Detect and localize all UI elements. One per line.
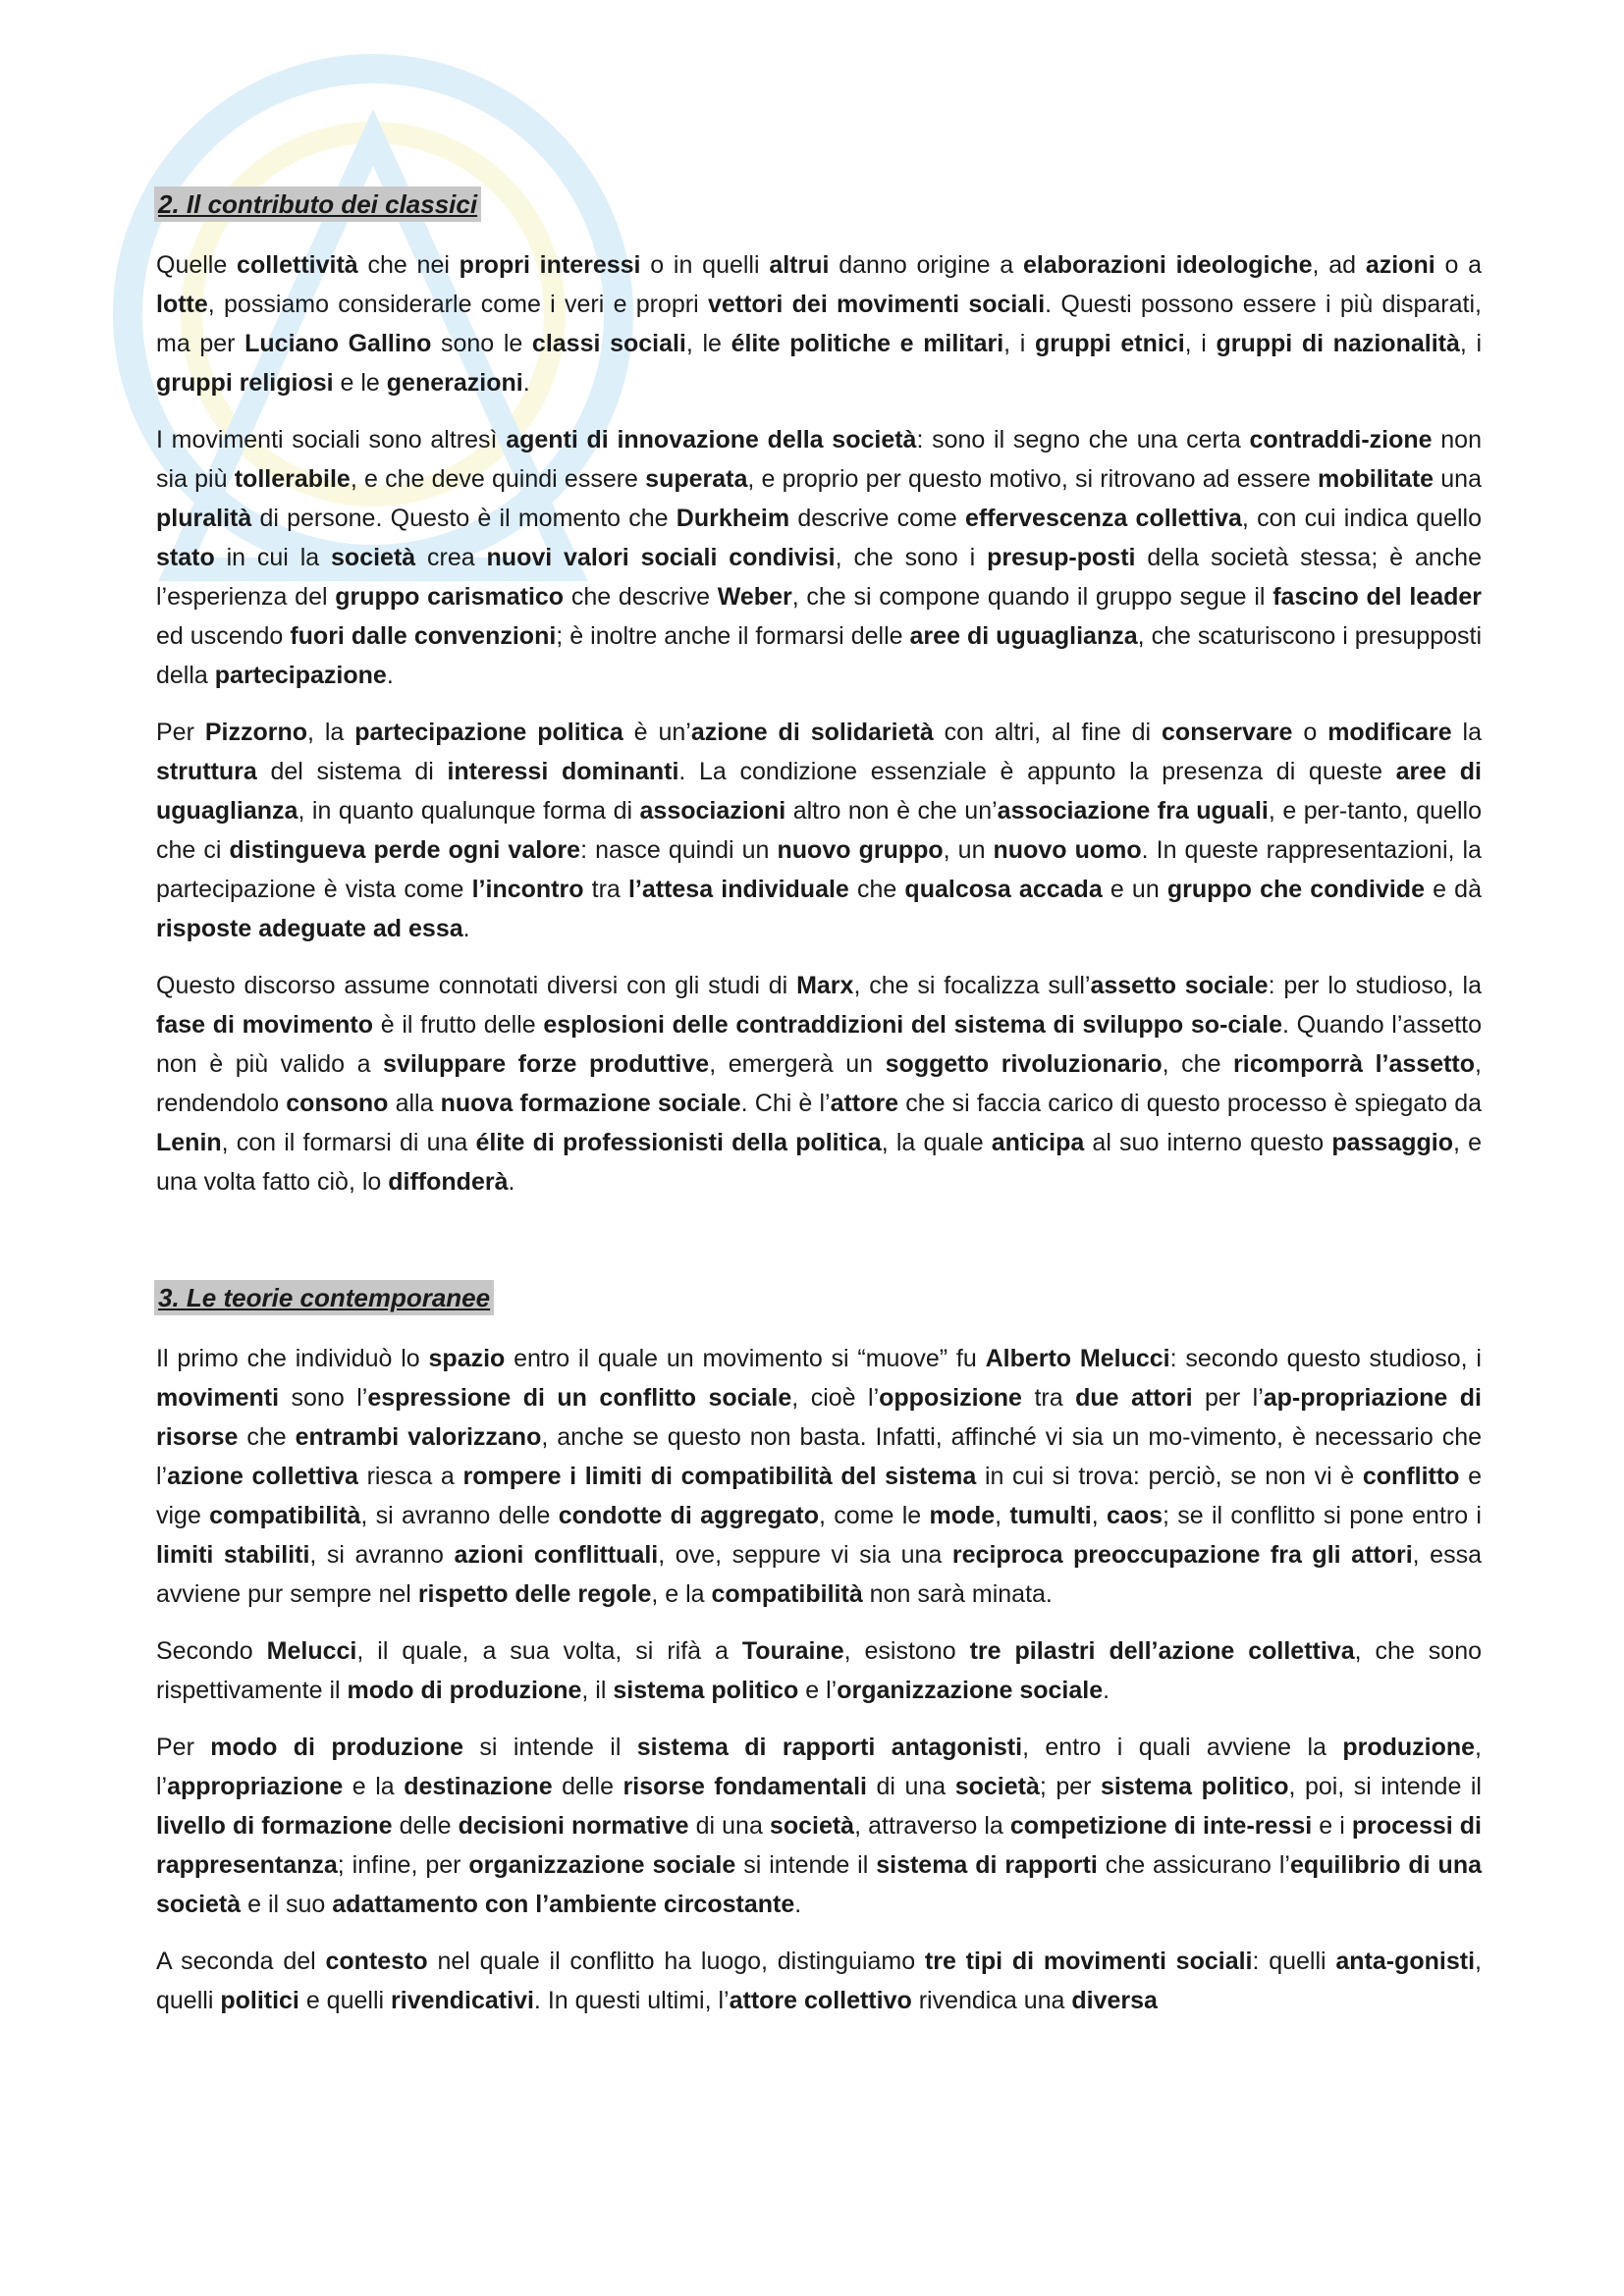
paragraph: I movimenti sociali sono altresì agenti di innovazione della società: sono il segno che una certa contraddi-zione non sia più tollerabile, e che deve quindi essere superata, e proprio per questo motivo, si ritrovano ad essere mobilitate una pluralità di persone. Questo è il momento che Durkheim descrive come effervescenza collettiva, con cui indica quello stato in cui la società crea nuovi valori sociali condivisi, che sono i presup-posti della società stessa; è anche l’esperienza del gruppo carismatico che descrive Weber, che si compone quando il gruppo segue il fascino del leader ed uscendo fuori dalle convenzioni; è inoltre anche il formarsi delle aree di uguaglianza, che scaturiscono i presupposti della partecipazione. (156, 426, 1483, 689)
section-heading-teorie-contemporanee: 3. Le teorie contemporanee (154, 1280, 494, 1315)
paragraph: A seconda del contesto nel quale il conflitto ha luogo, distinguiamo tre tipi di movimenti sociali: quelli anta-gonisti, quelli politici e quelli rivendicativi. In questi ultimi, l’attore collettivo rivendica una diversa (156, 1948, 1482, 2014)
paragraph: Secondo Melucci, il quale, a sua volta, si rifà a Touraine, esistono tre pilastri dell’azione collettiva, che sono rispettivamente il modo di produzione, il sistema politico e l’organizzazione sociale. (156, 1637, 1483, 1704)
document-body (156, 187, 1482, 2038)
section-heading-contributo-classici: 2. Il contributo dei classici (154, 187, 481, 222)
paragraph: Questo discorso assume connotati diversi con gli studi di Marx, che si focalizza sull’assetto sociale: per lo studioso, la fase di movimento è il frutto delle esplosioni delle contraddizioni del sistema di sviluppo so-ciale. Quando l’assetto non è più valido a sviluppare forze produttive, emergerà un soggetto rivoluzionario, che ricomporrà l’assetto, rendendolo consono alla nuova formazione sociale. Chi è l’attore che si faccia carico di questo processo è spiegato da Lenin, con il formarsi di una élite di professionisti della politica, la quale anticipa al suo interno questo passaggio, e una volta fatto ciò, lo diffonderà. (156, 972, 1483, 1196)
paragraph: Quelle collettività che nei propri interessi o in quelli altrui danno origine a elaborazioni ideologiche, ad azioni o a lotte, possiamo considerarle come i veri e propri vettori dei movimenti sociali. Questi possono essere i più disparati, ma per Luciano Gallino sono le classi sociali, le élite politiche e militari, i gruppi etnici, i gruppi di nazionalità, i gruppi religiosi e le generazioni. (156, 251, 1483, 397)
paragraph: Il primo che individuò lo spazio entro il quale un movimento si “muove” fu Alberto Melucci: secondo questo studioso, i movimenti sono l’espressione di un conflitto sociale, cioè l’opposizione tra due attori per l’ap-propriazione di risorse che entrambi valorizzano, anche se questo non basta. Infatti, affinché vi sia un mo-vimento, è necessario che l’azione collettiva riesca a rompere i limiti di compatibilità del sistema in cui si trova: perciò, se non vi è conflitto e vige compatibilità, si avranno delle condotte di aggregato, come le mode, tumulti, caos; se il conflitto si pone entro i limiti stabiliti, si avranno azioni conflittuali, ove, seppure vi sia una reciproca preoccupazione fra gli attori, essa avviene pur sempre nel rispetto delle regole, e la compatibilità non sarà minata. (156, 1345, 1483, 1608)
paragraph: Per modo di produzione si intende il sistema di rapporti antagonisti, entro i quali avviene la produzione, l’appropriazione e la destinazione delle risorse fondamentali di una società; per sistema politico, poi, si intende il livello di formazione delle decisioni normative di una società, attraverso la competizione di inte-ressi e i processi di rappresentanza; infine, per organizzazione sociale si intende il sistema di rapporti che assicurano l’equilibrio di una società e il suo adattamento con l’ambiente circostante. (156, 1734, 1483, 1918)
paragraph: Per Pizzorno, la partecipazione politica è un’azione di solidarietà con altri, al fine di conservare o modificare la struttura del sistema di interessi dominanti. La condizione essenziale è appunto la presenza di queste aree di uguaglianza, in quanto qualunque forma di associazioni altro non è che un’associazione fra uguali, e per-tanto, quello che ci distingueva perde ogni valore: nasce quindi un nuovo gruppo, un nuovo uomo. In queste rappresentazioni, la partecipazione è vista come l’incontro tra l’attesa individuale che qualcosa accada e un gruppo che condivide e dà risposte adeguate ad essa. (156, 719, 1483, 942)
